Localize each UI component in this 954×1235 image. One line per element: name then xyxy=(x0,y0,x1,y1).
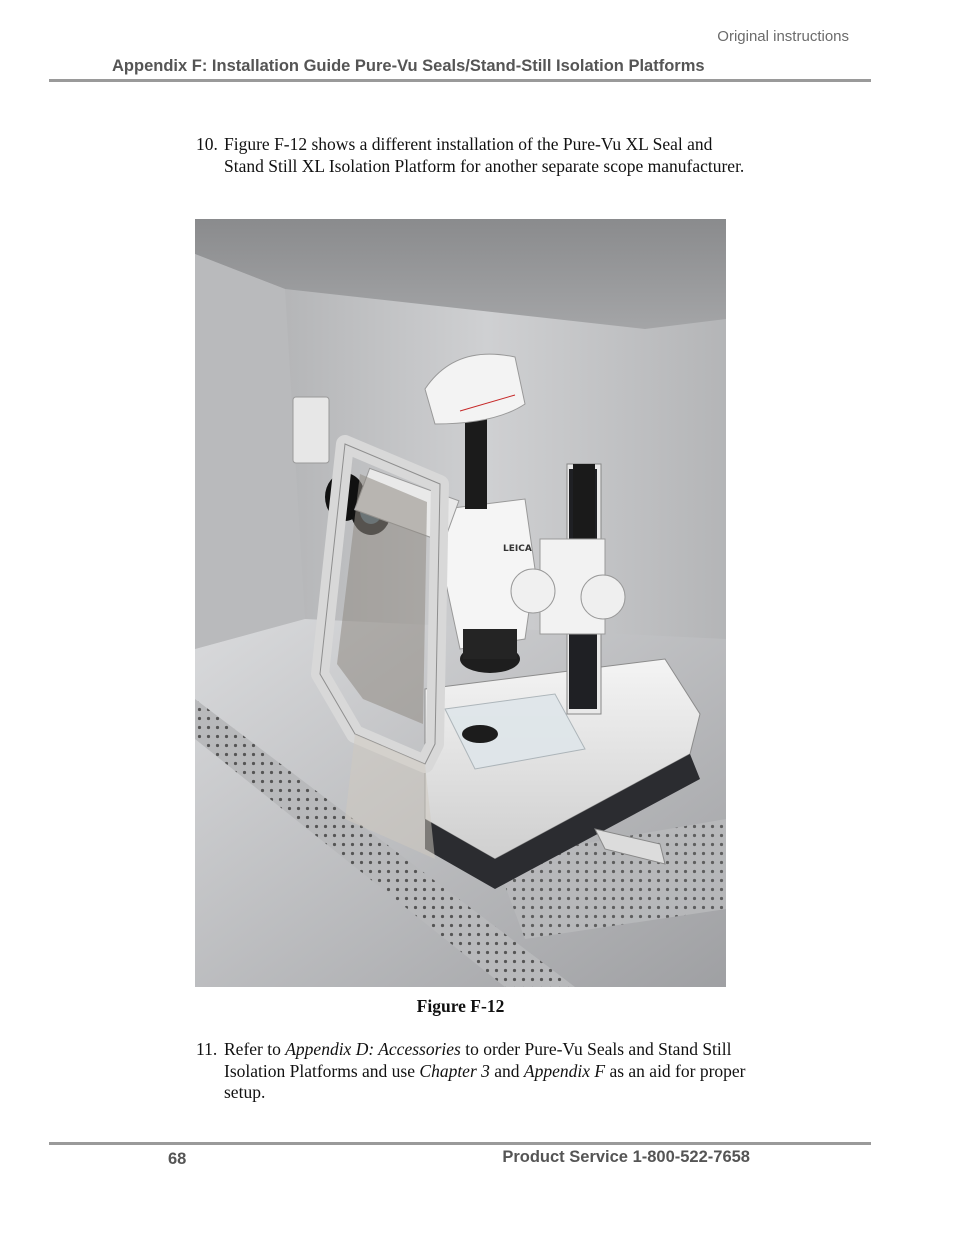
step-11-text-part: to order Pure-Vu Seals and Stand Still Isolation Platforms and use xyxy=(224,1039,732,1081)
figure-f12-photo xyxy=(195,219,726,987)
figure-caption: Figure F-12 xyxy=(416,996,505,1016)
step-10 xyxy=(196,134,756,177)
step-11-text-part: as an aid for proper setup. xyxy=(224,1060,746,1102)
step-10-number: 10. xyxy=(196,134,218,154)
page-header-title: Appendix F: Installation Guide Pure-Vu Seals/Stand-Still Isolation Platforms xyxy=(112,57,705,75)
microscope-installation-illustration xyxy=(195,219,726,987)
product-service-phone: Product Service 1-800-522-7658 xyxy=(502,1148,750,1166)
step-11 xyxy=(196,1039,756,1104)
page-number: 68 xyxy=(168,1150,187,1168)
step-10-text: Figure F-12 shows a different installation of the Pure-Vu XL Seal and Stand Still XL Isolation Platform for another separate scope manufacturer. xyxy=(224,134,745,176)
step-11-text xyxy=(224,1039,756,1104)
original-instructions-label: Original instructions xyxy=(717,28,849,45)
step-11-text-part: and xyxy=(489,1060,524,1081)
chapter-3-reference: Chapter 3 xyxy=(419,1060,490,1081)
step-11-number: 11. xyxy=(196,1039,218,1059)
appendix-d-reference: Appendix D: Accessories xyxy=(285,1039,461,1059)
step-11-text-part: Refer to xyxy=(224,1039,286,1059)
footer-rule xyxy=(49,1142,871,1145)
header-rule xyxy=(49,79,871,82)
brand-mark: LEICA xyxy=(503,544,532,554)
appendix-f-reference: Appendix F xyxy=(523,1060,606,1081)
